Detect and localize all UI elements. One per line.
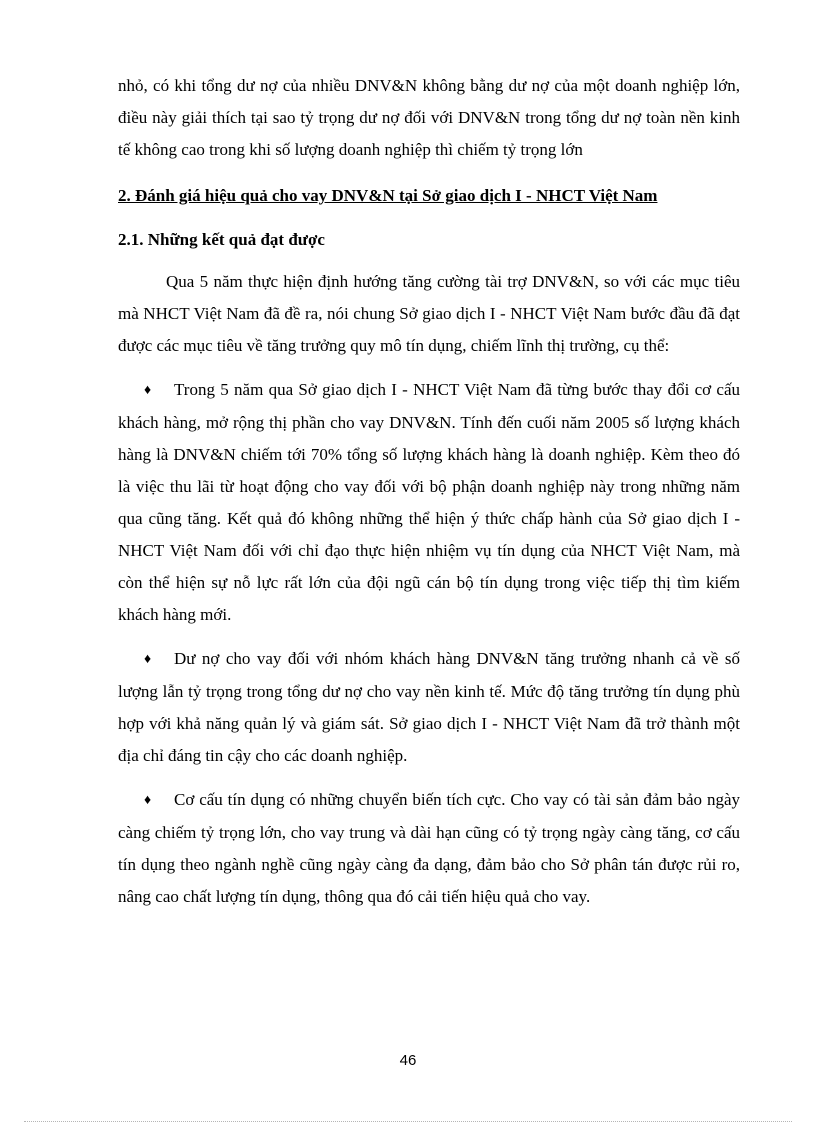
bullet-text: Dư nợ cho vay đối với nhóm khách hàng DNV&N tăng trưởng nhanh cả về số lượng lẫn tỷ trọng trong tổng dư nợ cho vay nền kinh tế. Mức độ tăng trưởng tín dụng phù hợp với khả năng quản lý và giám sát. Sở giao dịch I - NHCT Việt Nam đã trở thành một địa chỉ đáng tin cậy cho các doanh nghiệp. xyxy=(118,649,740,765)
bullet-item-3 xyxy=(118,784,740,913)
bullet-item-2 xyxy=(118,643,740,772)
page-number: 46 xyxy=(399,1052,417,1069)
bullet-text: Trong 5 năm qua Sở giao dịch I - NHCT Việt Nam đã từng bước thay đổi cơ cấu khách hàng, mở rộng thị phần cho vay DNV&N. Tính đến cuối năm 2005 số lượng khách hàng là DNV&N chiếm tới 70% tổng số lượng khách hàng là doanh nghiệp. Kèm theo đó là việc thu lãi từ hoạt động cho vay đối với bộ phận doanh nghiệp này trong những năm qua cũng tăng. Kết quả đó không những thể hiện ý thức chấp hành của Sở giao dịch I - NHCT Việt Nam đối với chỉ đạo thực hiện nhiệm vụ tín dụng của NHCT Việt Nam, mà còn thể hiện sự nỗ lực rất lớn của đội ngũ cán bộ tín dụng trong việc tiếp thị tìm kiếm khách hàng mới. xyxy=(118,380,740,624)
diamond-bullet-icon: ♦ xyxy=(144,652,152,667)
lead-paragraph: Qua 5 năm thực hiện định hướng tăng cường tài trợ DNV&N, so với các mục tiêu mà NHCT Việt Nam đã đề ra, nói chung Sở giao dịch I - NHCT Việt Nam bước đầu đã đạt được các mục tiêu về tăng trưởng quy mô tín dụng, chiếm lĩnh thị trường, cụ thể: xyxy=(118,272,740,355)
diamond-bullet-icon: ♦ xyxy=(144,383,152,398)
subsection-heading: 2.1. Những kết quả đạt được xyxy=(118,230,325,249)
bullet-text: Cơ cấu tín dụng có những chuyển biến tích cực. Cho vay có tài sản đảm bảo ngày càng chiếm tỷ trọng lớn, cho vay trung và dài hạn cũng có tỷ trọng ngày càng tăng, cơ cấu tín dụng theo ngành nghề cũng ngày càng đa dạng, đảm bảo cho Sở phân tán được rủi ro, nâng cao chất lượng tín dụng, thông qua đó cải tiến hiệu quả cho vay. xyxy=(118,790,740,906)
intro-paragraph: nhỏ, có khi tổng dư nợ của nhiều DNV&N không bằng dư nợ của một doanh nghiệp lớn, điều này giải thích tại sao tỷ trọng dư nợ đối với DNV&N trong tổng dư nợ toàn nền kinh tế không cao trong khi số lượng doanh nghiệp thì chiếm tỷ trọng lớn xyxy=(118,76,740,159)
bullet-item-1 xyxy=(118,374,740,631)
diamond-bullet-icon: ♦ xyxy=(144,793,152,808)
section-heading: 2. Đánh giá hiệu quả cho vay DNV&N tại Sở giao dịch I - NHCT Việt Nam xyxy=(118,186,658,205)
footer-divider xyxy=(24,1121,792,1122)
document-body xyxy=(118,70,740,913)
